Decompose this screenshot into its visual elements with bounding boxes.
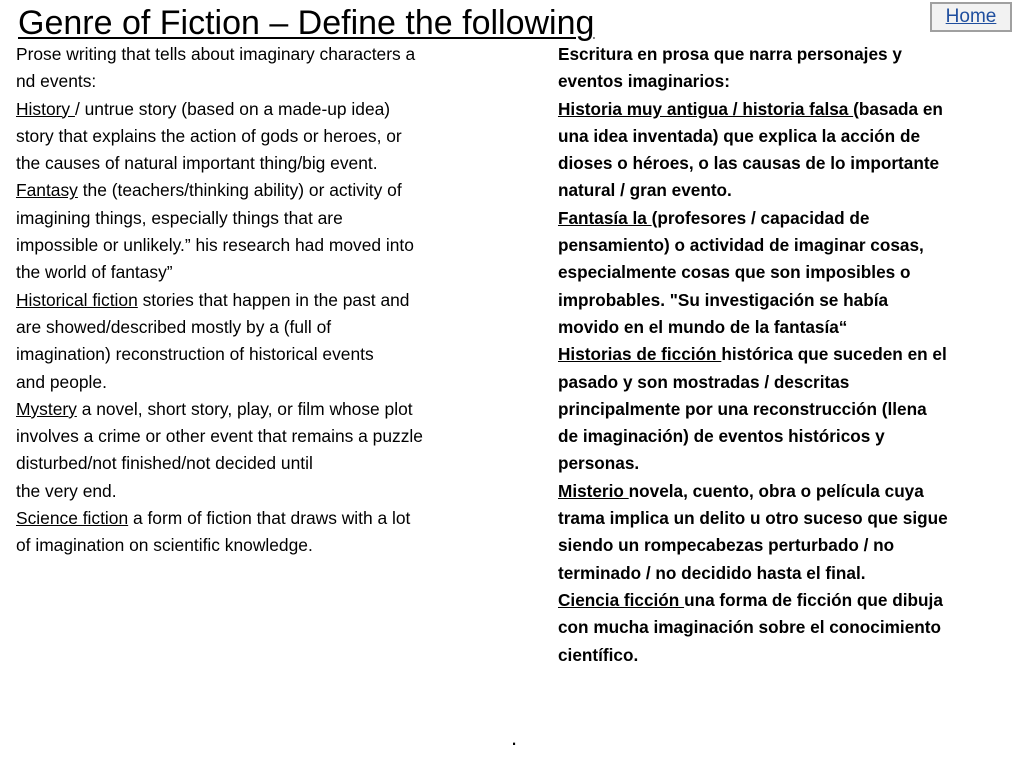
spanish-historical-line: pasado y son mostradas / descritas	[558, 371, 850, 392]
definition-text: the (teachers/thinking ability) or activity of	[77, 180, 402, 201]
spanish-fantasy-line: especialmente cosas que son imposibles o	[558, 262, 911, 283]
spanish-scifi-line: con mucha imaginación sobre el conocimiento	[558, 617, 941, 638]
spanish-historical-line: principalmente por una reconstrucción (llena	[558, 398, 927, 419]
spanish-fantasy-line	[558, 205, 1008, 232]
spanish-intro-line: eventos imaginarios:	[558, 71, 730, 92]
spanish-definitions	[558, 41, 1008, 669]
definition-text: a form of fiction that draws with a lot	[128, 508, 411, 529]
page-title: Genre of Fiction – Define the following	[18, 4, 595, 42]
english-history-line: the causes of natural important thing/big event.	[16, 153, 378, 174]
term-history: History	[16, 98, 75, 119]
english-fantasy-line: impossible or unlikely.” his research had moved into	[16, 235, 414, 256]
english-fantasy-line: the world of fantasy”	[16, 262, 173, 283]
spanish-history-line	[558, 96, 1008, 123]
english-historical-line: imagination) reconstruction of historical events	[16, 344, 374, 365]
spanish-history-line: natural / gran evento.	[558, 180, 732, 201]
spanish-mystery-line: siendo un rompecabezas perturbado / no	[558, 535, 895, 556]
term-fantasy: Fantasy	[16, 180, 78, 201]
english-mystery-line: the very end.	[16, 480, 117, 501]
spanish-fantasy-line: improbables. "Su investigación se había	[558, 289, 889, 310]
definition-text: / untrue story (based on a made-up idea)	[74, 98, 391, 119]
definition-text: una forma de ficción que dibuja	[684, 589, 943, 610]
spanish-historical-line: de imaginación) de eventos históricos y	[558, 426, 885, 447]
term-ciencia-ficcion: Ciencia ficción	[558, 589, 685, 610]
definition-text: novela, cuento, obra o película cuya	[628, 480, 924, 501]
english-historical-line	[16, 287, 516, 314]
definition-text: stories that happen in the past and	[137, 289, 410, 310]
spanish-scifi-line: científico.	[558, 644, 639, 665]
spanish-historical-line: personas.	[558, 453, 640, 474]
spanish-mystery-line: trama implica un delito u otro suceso que sigue	[558, 508, 948, 529]
english-history-line	[16, 96, 516, 123]
definition-text: histórica que suceden en el	[721, 344, 947, 365]
english-intro-line: nd events:	[16, 71, 97, 92]
spanish-history-line: dioses o héroes, o las causas de lo importante	[558, 153, 940, 174]
term-historia: Historia muy antigua / historia falsa	[558, 98, 854, 119]
spanish-mystery-line: terminado / no decidido hasta el final.	[558, 562, 866, 583]
english-historical-line: and people.	[16, 371, 107, 392]
spanish-fantasy-line: pensamiento) o actividad de imaginar cosas,	[558, 235, 924, 256]
term-mystery: Mystery	[16, 398, 77, 419]
english-mystery-line: disturbed/not finished/not decided until	[16, 453, 313, 474]
english-historical-line: are showed/described mostly by a (full of	[16, 316, 332, 337]
term-fantasia: Fantasía la	[558, 207, 652, 228]
spanish-scifi-line	[558, 587, 1008, 614]
english-definitions	[16, 41, 516, 560]
english-intro-line: Prose writing that tells about imaginary characters a	[16, 44, 416, 64]
english-fantasy-line	[16, 177, 516, 204]
english-fantasy-line: imagining things, especially things that are	[16, 207, 343, 228]
home-button[interactable]: Home	[930, 2, 1012, 32]
english-mystery-line	[16, 396, 516, 423]
english-scifi-line: of imagination on scientific knowledge.	[16, 535, 313, 556]
footer-mark: .	[511, 725, 518, 750]
spanish-historical-line	[558, 341, 1008, 368]
definition-text: (basada en	[853, 98, 943, 119]
definition-text: (profesores / capacidad de	[651, 207, 870, 228]
term-historical-fiction: Historical fiction	[16, 289, 138, 310]
term-misterio: Misterio	[558, 480, 629, 501]
definition-text: a novel, short story, play, or film whose plot	[76, 398, 413, 419]
english-history-line: story that explains the action of gods or heroes, or	[16, 125, 402, 146]
term-historias-de-ficcion: Historias de ficción	[558, 344, 722, 365]
spanish-history-line: una idea inventada) que explica la acción de	[558, 125, 921, 146]
spanish-mystery-line	[558, 478, 1008, 505]
spanish-intro-line: Escritura en prosa que narra personajes y	[558, 44, 902, 64]
english-scifi-line	[16, 505, 516, 532]
spanish-fantasy-line: movido en el mundo de la fantasía“	[558, 316, 848, 337]
english-mystery-line: involves a crime or other event that remains a puzzle	[16, 426, 423, 447]
term-science-fiction: Science fiction	[16, 508, 129, 529]
